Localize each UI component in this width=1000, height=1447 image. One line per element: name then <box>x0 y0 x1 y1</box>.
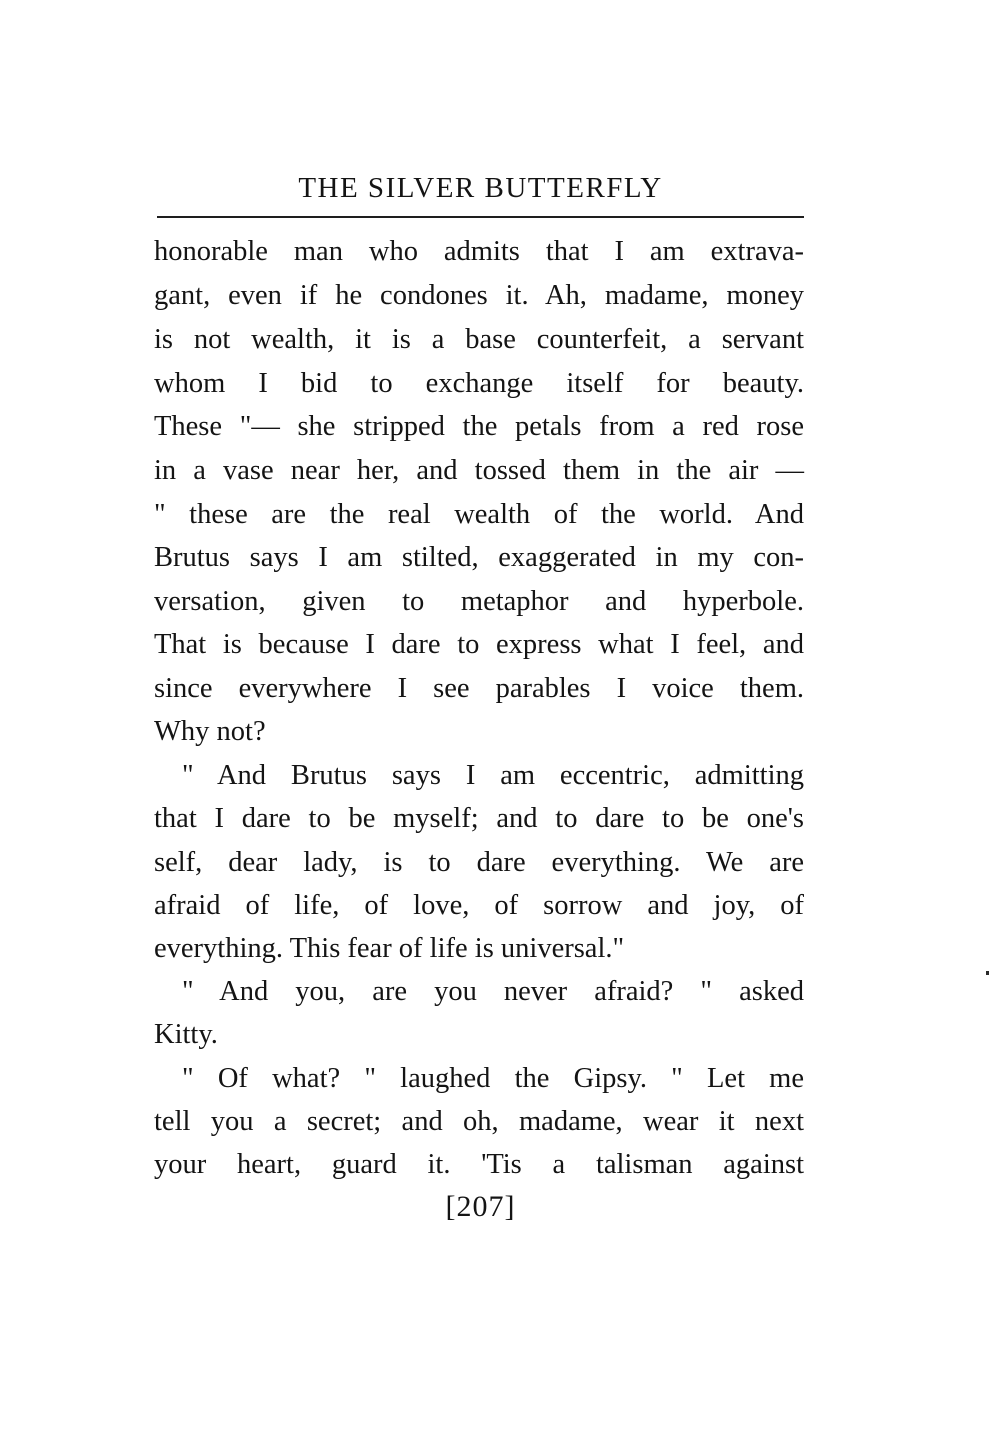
text-line: " And Brutus says I am eccentric, admitting <box>182 760 804 791</box>
text-line: everything. This fear of life is universal." <box>154 933 625 964</box>
text-line: is not wealth, it is a base counterfeit, a servant <box>154 324 804 355</box>
text-line: that I dare to be myself; and to dare to be one's <box>154 803 804 834</box>
text-line: since everywhere I see parables I voice them. <box>154 673 804 704</box>
page-number: [207] <box>445 1190 516 1223</box>
text-line: your heart, guard it. 'Tis a talisman against <box>154 1149 804 1180</box>
text-line: Brutus says I am stilted, exaggerated in my con- <box>154 542 804 573</box>
text-line: versation, given to metaphor and hyperbole. <box>154 586 804 617</box>
text-line: gant, even if he condones it. Ah, madame, money <box>154 280 804 311</box>
running-head: THE SILVER BUTTERFLY <box>298 172 663 204</box>
text-line: whom I bid to exchange itself for beauty. <box>154 368 804 399</box>
text-line: That is because I dare to express what I feel, and <box>154 629 804 660</box>
text-line: " And you, are you never afraid? " asked <box>182 976 804 1007</box>
text-line: " Of what? " laughed the Gipsy. " Let me <box>182 1063 804 1094</box>
text-line: tell you a secret; and oh, madame, wear it next <box>154 1106 804 1137</box>
text-line: Kitty. <box>154 1019 218 1050</box>
text-line: " these are the real wealth of the world. And <box>154 499 804 530</box>
text-line: These "— she stripped the petals from a red rose <box>154 411 804 442</box>
ink-speck <box>986 971 989 975</box>
text-line: in a vase near her, and tossed them in the air — <box>154 455 804 486</box>
text-line: self, dear lady, is to dare everything. We are <box>154 847 804 878</box>
text-line: afraid of life, of love, of sorrow and joy, of <box>154 890 804 921</box>
header-rule <box>157 216 804 218</box>
text-line: Why not? <box>154 716 266 747</box>
text-line: honorable man who admits that I am extrava- <box>154 236 804 267</box>
